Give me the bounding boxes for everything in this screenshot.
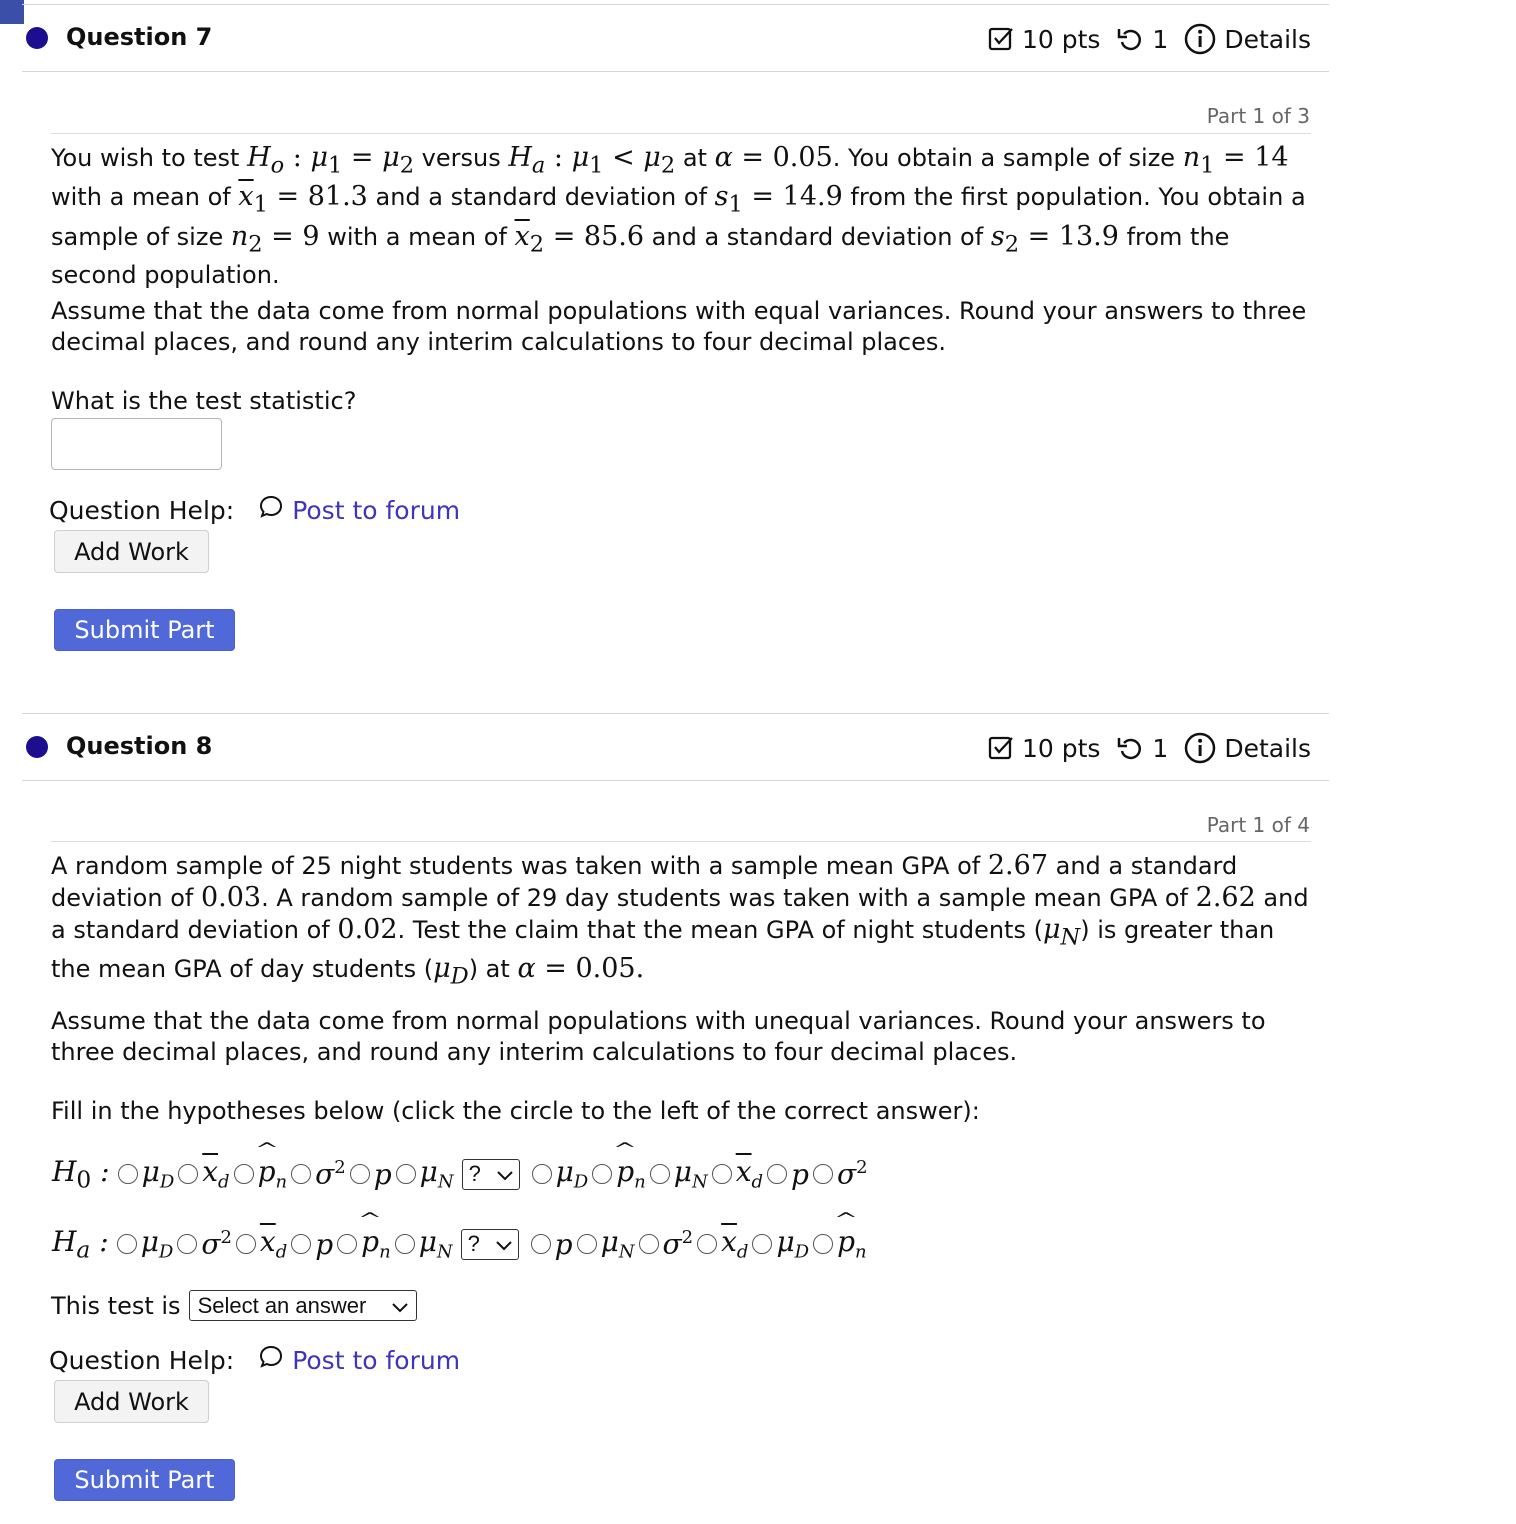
alternative-hypothesis-row: [52, 1224, 867, 1264]
retry-icon[interactable]: [1116, 26, 1144, 52]
radio-option[interactable]: [178, 1164, 198, 1184]
option-xbar-d: $\overline{x}_d$: [735, 1155, 764, 1193]
part-indicator: Part 1 of 4: [1206, 813, 1310, 837]
option-xbar-d: $\overline{x}_d$: [259, 1225, 288, 1263]
option-mu-n: $\mu_N$: [419, 1155, 454, 1193]
option-phat-n: ^ $p_n$: [837, 1225, 867, 1263]
radio-option[interactable]: [650, 1164, 670, 1184]
option-sigma-sq: $\sigma^2$: [201, 1227, 232, 1261]
points-value: 10 pts: [1021, 24, 1101, 54]
submit-part-button[interactable]: Submit Part: [54, 1459, 235, 1501]
radio-option[interactable]: [532, 1164, 552, 1184]
radio-option[interactable]: [337, 1234, 357, 1254]
submit-part-button[interactable]: Submit Part: [54, 609, 235, 651]
option-sigma-sq: $\sigma^2$: [662, 1227, 694, 1261]
help-label: Question Help:: [49, 495, 235, 525]
option-p: p: [315, 1227, 334, 1261]
question-7-text: You wish to test $H_o$ : $\mu_1 = \mu_2$ versus $H_a$ : $\mu_1 < \mu_2$ at α = 0.05. You obtain a sample of size $n_1 = 14$ with a mean of $\overline{x}_1 = 81.3$ and a standard deviation of $s_1 = 14.9$ from the first population. You obtain a sample of size $n_2 = 9$ with a mean of $\overline{x}_2 = 85.6$ and a standard deviation of $s_2 = 13.9$ from the second population.: [51, 142, 1306, 290]
option-phat-n: ^ $p_n$: [361, 1225, 391, 1263]
option-mu-d: $\mu_D$: [555, 1155, 589, 1193]
info-icon[interactable]: [1184, 732, 1216, 764]
radio-option[interactable]: [118, 1164, 138, 1184]
radio-option[interactable]: [577, 1234, 597, 1254]
comment-icon: [258, 494, 292, 526]
checkbox-icon: [988, 735, 1014, 761]
assumption-text: Assume that the data come from normal populations with unequal variances. Round your answers to three decimal places, and round any interim calculations to four decimal places.: [51, 1007, 1266, 1066]
radio-option[interactable]: [291, 1234, 311, 1254]
option-mu-n: $\mu_N$: [600, 1225, 635, 1263]
question-help: [49, 494, 460, 526]
details-link[interactable]: Details: [1224, 24, 1311, 54]
help-label: Question Help:: [49, 1345, 235, 1375]
question-title: Question 7: [66, 23, 213, 51]
option-phat-n: ^ $p_n$: [258, 1155, 288, 1193]
question-meta: [988, 23, 1311, 55]
option-mu-n: $\mu_N$: [418, 1225, 453, 1263]
option-p: p: [554, 1227, 573, 1261]
radio-option[interactable]: [350, 1164, 370, 1184]
points-value: 10 pts: [1021, 733, 1101, 763]
info-icon[interactable]: [1184, 23, 1216, 55]
assumption-text: Assume that the data come from normal populations with equal variances. Round your answers to three decimal places, and round any interim calculations to four decimal places.: [51, 297, 1307, 356]
details-link[interactable]: Details: [1224, 733, 1311, 763]
option-phat-n: ^ $p_n$: [616, 1155, 646, 1193]
radio-option[interactable]: [767, 1164, 787, 1184]
add-work-button[interactable]: Add Work: [54, 530, 209, 573]
checkbox-icon: [988, 26, 1014, 52]
radio-option[interactable]: [291, 1164, 311, 1184]
divider: [51, 841, 1311, 842]
test-statistic-input[interactable]: [51, 418, 222, 470]
option-mu-n: $\mu_N$: [673, 1155, 708, 1193]
question-title: Question 8: [66, 732, 213, 760]
test-type-row: [51, 1290, 417, 1321]
comment-icon: [258, 1344, 292, 1376]
h0-relation-select[interactable]: ?: [462, 1159, 520, 1190]
option-sigma-sq: $\sigma^2$: [315, 1157, 346, 1191]
part-indicator: Part 1 of 3: [1206, 104, 1310, 128]
radio-option[interactable]: [697, 1234, 717, 1254]
ha-relation-select[interactable]: ?: [461, 1229, 519, 1260]
question-7-header: [22, 4, 1329, 72]
chevron-down-icon: [392, 1293, 408, 1319]
attempts-count: 1: [1152, 24, 1169, 54]
radio-option[interactable]: [177, 1234, 197, 1254]
post-to-forum-link[interactable]: Post to forum: [258, 494, 460, 526]
option-mu-d: $\mu_D$: [140, 1225, 174, 1263]
ha-label: $H_a$ :: [52, 1224, 109, 1264]
radio-option[interactable]: [813, 1234, 833, 1254]
option-mu-d: $\mu_D$: [141, 1155, 175, 1193]
radio-option[interactable]: [712, 1164, 732, 1184]
radio-option[interactable]: [531, 1234, 551, 1254]
status-dot: [26, 27, 48, 49]
option-p: p: [373, 1157, 392, 1191]
chevron-down-icon: [496, 1231, 512, 1257]
post-to-forum-link[interactable]: Post to forum: [258, 1344, 460, 1376]
radio-option[interactable]: [234, 1164, 254, 1184]
null-hypothesis-row: [52, 1154, 868, 1194]
option-xbar-d: $\overline{x}_d$: [202, 1155, 230, 1193]
corner-tab: [0, 0, 24, 24]
divider: [51, 133, 1311, 134]
test-is-label: This test is: [51, 1291, 181, 1320]
option-p: p: [791, 1157, 809, 1191]
question-help: [49, 1344, 460, 1376]
retry-icon[interactable]: [1116, 735, 1144, 761]
h0-label: $H_0$ :: [52, 1154, 110, 1194]
radio-option[interactable]: [639, 1234, 659, 1254]
radio-option[interactable]: [236, 1234, 256, 1254]
question-8-header: [22, 713, 1329, 781]
radio-option[interactable]: [752, 1234, 772, 1254]
radio-option[interactable]: [592, 1164, 612, 1184]
question-meta: [988, 732, 1311, 764]
chevron-down-icon: [497, 1161, 513, 1187]
radio-option[interactable]: [395, 1234, 415, 1254]
prompt-text: What is the test statistic?: [51, 387, 357, 415]
attempts-count: 1: [1152, 733, 1169, 763]
add-work-button[interactable]: Add Work: [54, 1380, 209, 1423]
option-sigma-sq: $\sigma^2$: [836, 1157, 868, 1191]
option-xbar-d: $\overline{x}_d$: [721, 1225, 749, 1263]
status-dot: [26, 736, 48, 758]
option-mu-d: $\mu_D$: [776, 1225, 810, 1263]
question-8-text: A random sample of 25 night students was taken with a sample mean GPA of 2.67 and a standard deviation of 0.03. A random sample of 29 day students was taken with a sample mean GPA of 2.62 and a standard deviation of 0.02. Test the claim that the mean GPA of night students $(\mu_N)$ is greater than the mean GPA of day students $(\mu_D)$ at α = 0.05.: [51, 850, 1309, 990]
radio-option[interactable]: [396, 1164, 416, 1184]
radio-option[interactable]: [117, 1234, 137, 1254]
radio-option[interactable]: [813, 1164, 833, 1184]
instruction-text: Fill in the hypotheses below (click the circle to the left of the correct answer):: [51, 1097, 980, 1125]
test-type-select[interactable]: Select an answer: [189, 1290, 417, 1321]
